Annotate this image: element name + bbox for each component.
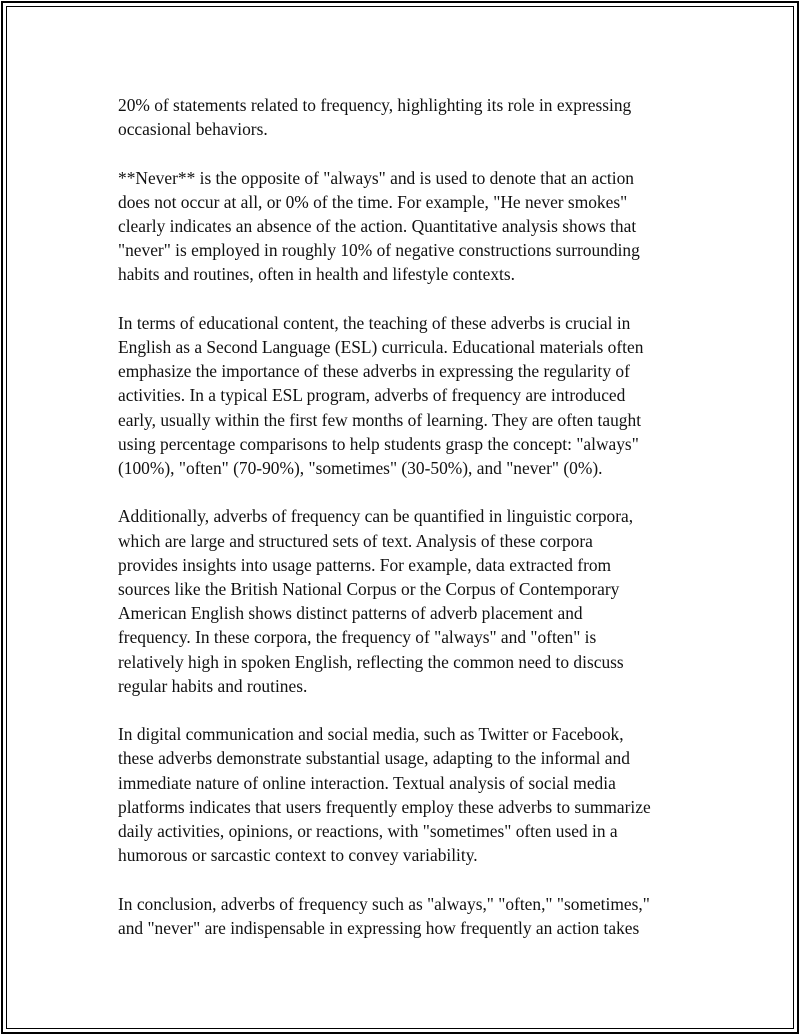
document-body <box>118 93 690 964</box>
paragraph-linguistic-corpora: Additionally, adverbs of frequency can be quantified in linguistic corpora, which are large and structured sets of text. Analysis of these corpora provides insights into usage patterns. For example, data extracted from sources like the British National Corpus or the Corpus of Contemporary American English shows distinct patterns of adverb placement and frequency. In these corpora, the frequency of "always" and "often" is relatively high in spoken English, reflecting the common need to discuss regular habits and routines. <box>118 506 634 696</box>
paragraph-never: **Never** is the opposite of "always" and is used to denote that an action does not occur at all, or 0% of the time. For example, "He never smokes" clearly indicates an absence of the action. Quantitative analysis shows that "never" is employed in roughly 10% of negative constructions surrounding habits and routines, often in health and lifestyle contexts. <box>118 167 640 285</box>
paragraph-conclusion: In conclusion, adverbs of frequency such as "always," "often," "sometimes," and "never" are indispensable in expressing how frequently an action takes <box>118 893 650 938</box>
paragraph-occasional-behaviors: 20% of statements related to frequency, highlighting its role in expressing occasional behaviors. <box>118 95 632 140</box>
paragraph-digital-communication: In digital communication and social media, such as Twitter or Facebook, these adverbs demonstrate substantial usage, adapting to the informal and immediate nature of online interaction. Textual analysis of social media platforms indicates that users frequently employ these adverbs to summarize daily activities, opinions, or reactions, with "sometimes" often used in a humorous or sarcastic context to convey variability. <box>118 724 651 866</box>
paragraph-educational-content: In terms of educational content, the teaching of these adverbs is crucial in English as a Second Language (ESL) curricula. Educational materials often emphasize the importance of these adverbs in expressing the regularity of activities. In a typical ESL program, adverbs of frequency are introduced early, usually within the first few months of learning. They are often taught using percentage comparisons to help students grasp the concept: "always" (100%), "often" (70-90%), "sometimes" (30-50%), and "never" (0%). <box>118 312 644 479</box>
